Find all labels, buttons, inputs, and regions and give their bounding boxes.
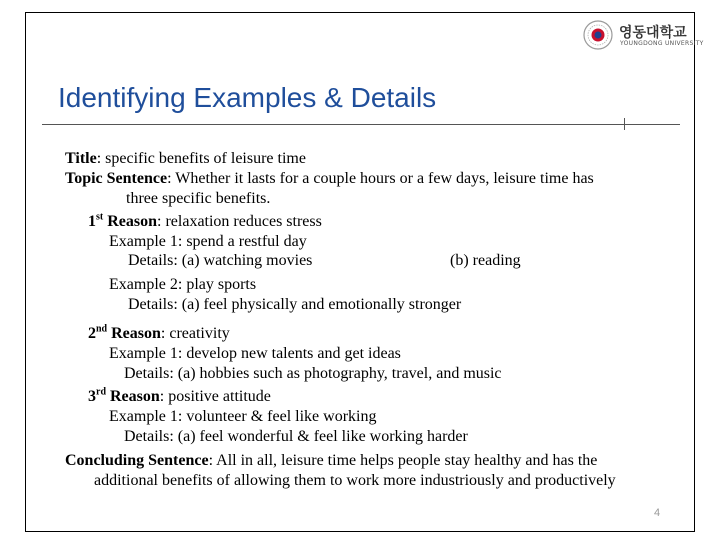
reason-2-line (88, 324, 230, 344)
outline-title-line (65, 149, 306, 169)
reason-2-example-1-details: Details: (a) hobbies such as photography, travel, and music (124, 365, 502, 382)
reason-3-line (88, 387, 271, 407)
reason-3-ordinal: rd (96, 386, 106, 398)
reason-3-example-1: Example 1: volunteer & feel like working (109, 408, 377, 425)
university-logo (583, 20, 704, 52)
reason-3-text: : positive attitude (159, 388, 271, 405)
title-label: Title (65, 150, 97, 167)
university-seal-icon (583, 20, 613, 50)
topic-label: Topic Sentence (65, 170, 168, 187)
reason-2-example-1: Example 1: develop new talents and get ideas (109, 345, 401, 362)
reason-1-example-2-details: Details: (a) feel physically and emotionally stronger (128, 296, 462, 313)
title-underline-tick (624, 118, 625, 130)
reason-2-number: 2 (88, 325, 96, 342)
title-text: : specific benefits of leisure time (96, 150, 306, 167)
reason-1-example-1: Example 1: spend a restful day (109, 233, 307, 250)
reason-2-text: : creativity (160, 325, 230, 342)
logo-korean-name: 영동대학교 (619, 25, 687, 41)
reason-1-example-1-details-a: Details: (a) watching movies (128, 252, 313, 269)
reason-1-example-2: Example 2: play sports (109, 276, 257, 293)
topic-sentence-continuation: three specific benefits. (126, 190, 271, 207)
concluding-text: : All in all, leisure time helps people stay healthy and has the (208, 452, 598, 469)
logo-english-name: YOUNGDONG UNIVERSITY (620, 40, 704, 47)
topic-sentence-line (65, 169, 594, 189)
title-underline (42, 124, 680, 125)
reason-1-example-1-details-b: (b) reading (450, 252, 521, 269)
reason-1-label: Reason (103, 213, 158, 230)
reason-1-text: : relaxation reduces stress (157, 213, 322, 230)
reason-3-example-1-details: Details: (a) feel wonderful & feel like working harder (124, 428, 468, 445)
reason-2-label: Reason (107, 325, 161, 342)
concluding-sentence-continuation: additional benefits of allowing them to work more industriously and productively (94, 472, 616, 489)
reason-3-label: Reason (106, 388, 160, 405)
reason-3-number: 3 (88, 388, 96, 405)
reason-1-line (88, 212, 322, 232)
reason-2-ordinal: nd (96, 323, 108, 335)
concluding-label: Concluding Sentence (65, 452, 209, 469)
reason-1-ordinal: st (96, 211, 104, 223)
concluding-sentence-line (65, 451, 597, 471)
reason-1-number: 1 (88, 213, 96, 230)
slide-title: Identifying Examples & Details (58, 82, 437, 113)
topic-text: : Whether it lasts for a couple hours or a few days, leisure time has (167, 170, 594, 187)
page-number: 4 (654, 507, 661, 519)
